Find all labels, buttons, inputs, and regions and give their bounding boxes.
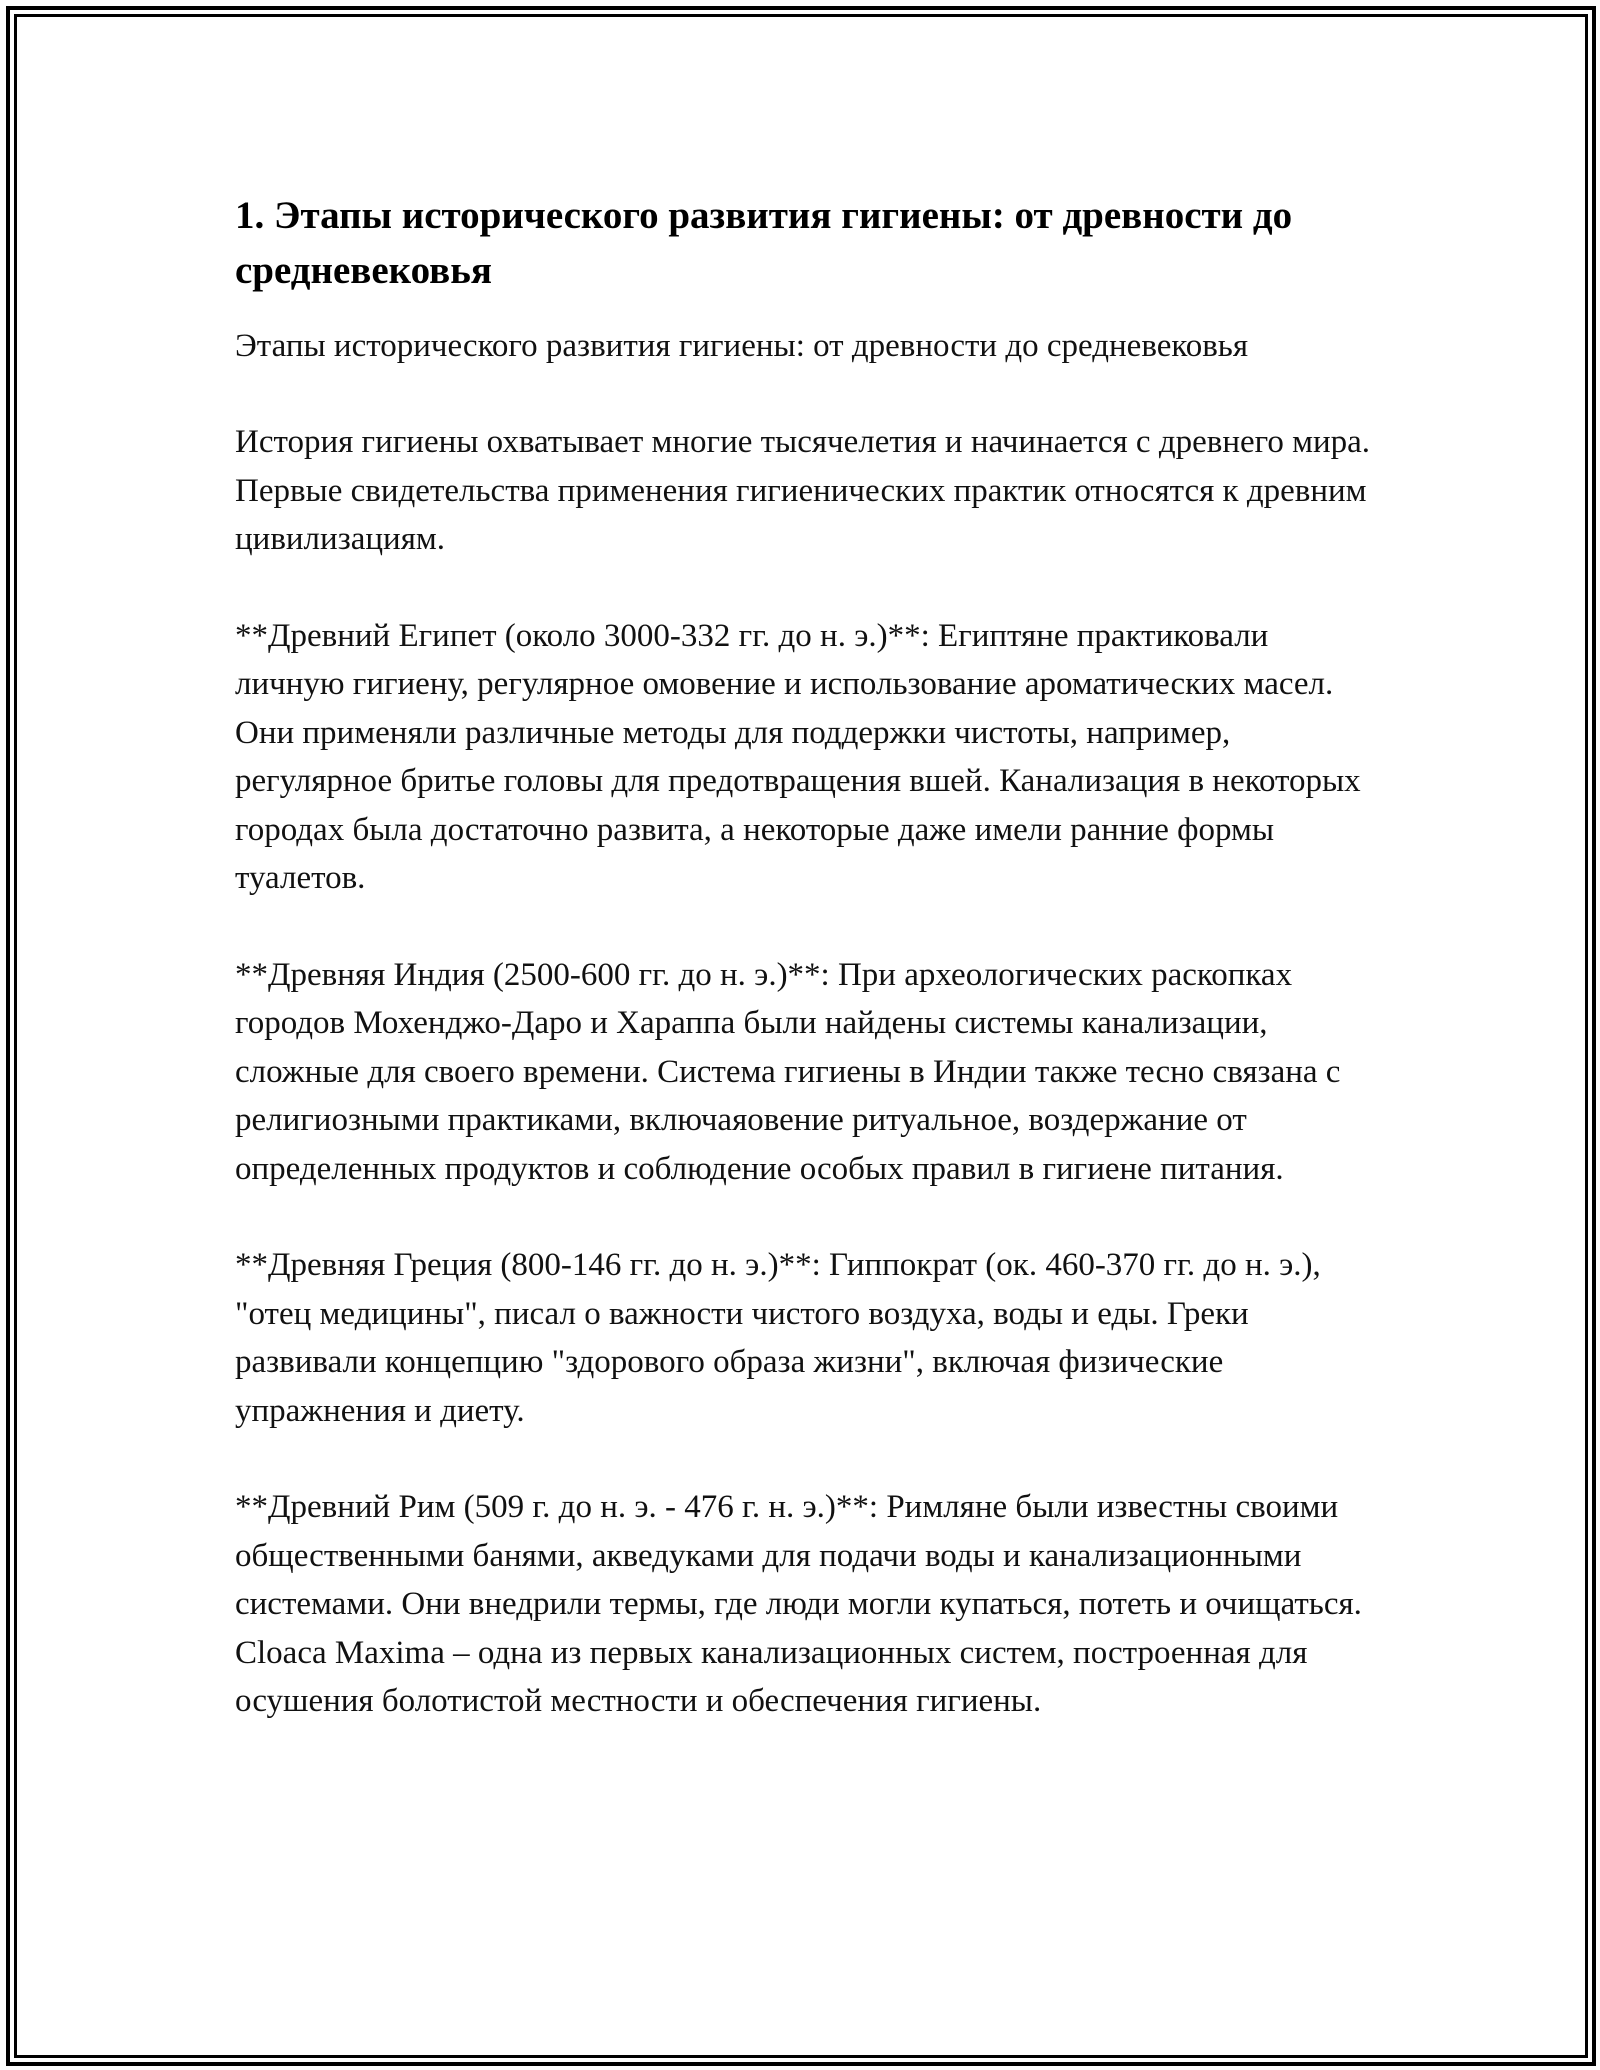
paragraph-ancient-india: **Древняя Индия (2500-600 гг. до н. э.)**: При археологических раскопках городов Мохенджо-Даро и Хараппа были найдены системы канализации, сложные для своего времени. Система гигиены в Индии также тесно связана с религиозными практиками, включаяовение ритуальное, воздержание от определенных продуктов и соблюдение особых правил в гигиене питания. — [235, 956, 1341, 1187]
page-title: 1. Этапы исторического развития гигиены: от древности до средневековья — [235, 194, 1293, 292]
paragraph-ancient-rome: **Древний Рим (509 г. до н. э. - 476 г. н. э.)**: Римляне были известны своими общественными банями, акведуками для подачи воды и канализационными системами. Они внедрили термы, где люди могли купаться, потеть и очищаться. Cloaca Maxima – одна из первых канализационных систем, построенная для осушения болотистой местности и обеспечения гигиены. — [235, 1489, 1362, 1719]
paragraph-intro: История гигиены охватывает многие тысячелетия и начинается с древнего мира. Первые свидетельства применения гигиенических практик относятся к древним цивилизациям. — [235, 424, 1371, 557]
section-subtitle: Этапы исторического развития гигиены: от древности до средневековья — [235, 328, 1249, 364]
document-body — [235, 188, 1375, 1774]
paragraph-ancient-greece: **Древняя Греция (800-146 гг. до н. э.)**: Гиппократ (ок. 460-370 гг. до н. э.), "отец медицины", писал о важности чистого воздуха, воды и еды. Греки развивали концепцию "здорового образа жизни", включая физические упражнения и диету. — [235, 1247, 1321, 1429]
paragraph-ancient-egypt: **Древний Египет (около 3000-332 гг. до н. э.)**: Египтяне практиковали личную гигиену, регулярное омовение и использование ароматических масел. Они применяли различные методы для поддержки чистоты, например, регулярное бритье головы для предотвращения вшей. Канализация в некоторых городах была достаточно развита, а некоторые даже имели ранние формы туалетов. — [235, 617, 1361, 896]
